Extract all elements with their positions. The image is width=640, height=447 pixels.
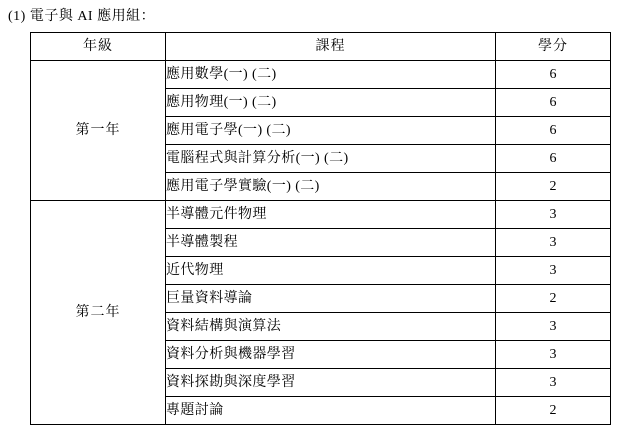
course-name: 應用物理(一) (二): [166, 89, 496, 117]
year-group-label: 第一年: [31, 61, 166, 201]
course-name: 應用數學(一) (二): [166, 61, 496, 89]
table-row: [31, 201, 611, 229]
course-credit: 3: [496, 369, 611, 397]
column-header-credit: 學分: [496, 33, 611, 61]
column-header-course: 課程: [166, 33, 496, 61]
course-name: 巨量資料導論: [166, 285, 496, 313]
course-name: 資料結構與演算法: [166, 313, 496, 341]
course-name: 專題討論: [166, 397, 496, 425]
course-credit: 6: [496, 145, 611, 173]
table-row: [31, 61, 611, 89]
course-credit: 3: [496, 313, 611, 341]
course-credit: 3: [496, 201, 611, 229]
course-credit: 3: [496, 257, 611, 285]
table-caption: (1) 電子與 AI 應用組：: [8, 9, 156, 24]
year-group-label: 第二年: [31, 201, 166, 425]
course-name: 近代物理: [166, 257, 496, 285]
course-name: 電腦程式與計算分析(一) (二): [166, 145, 496, 173]
table-body: [31, 61, 611, 425]
course-name: 資料分析與機器學習: [166, 341, 496, 369]
course-name: 應用電子學實驗(一) (二): [166, 173, 496, 201]
course-table: [30, 32, 611, 425]
course-credit: 6: [496, 89, 611, 117]
course-name: 資料探勘與深度學習: [166, 369, 496, 397]
course-credit: 2: [496, 285, 611, 313]
table-header: [31, 33, 611, 61]
course-credit: 6: [496, 117, 611, 145]
course-name: 半導體元件物理: [166, 201, 496, 229]
course-credit: 6: [496, 61, 611, 89]
course-name: 半導體製程: [166, 229, 496, 257]
course-credit: 2: [496, 173, 611, 201]
course-credit: 3: [496, 341, 611, 369]
course-credit: 2: [496, 397, 611, 425]
table-header-row: [31, 33, 611, 61]
course-credit: 3: [496, 229, 611, 257]
column-header-year: 年級: [31, 33, 166, 61]
course-name: 應用電子學(一) (二): [166, 117, 496, 145]
